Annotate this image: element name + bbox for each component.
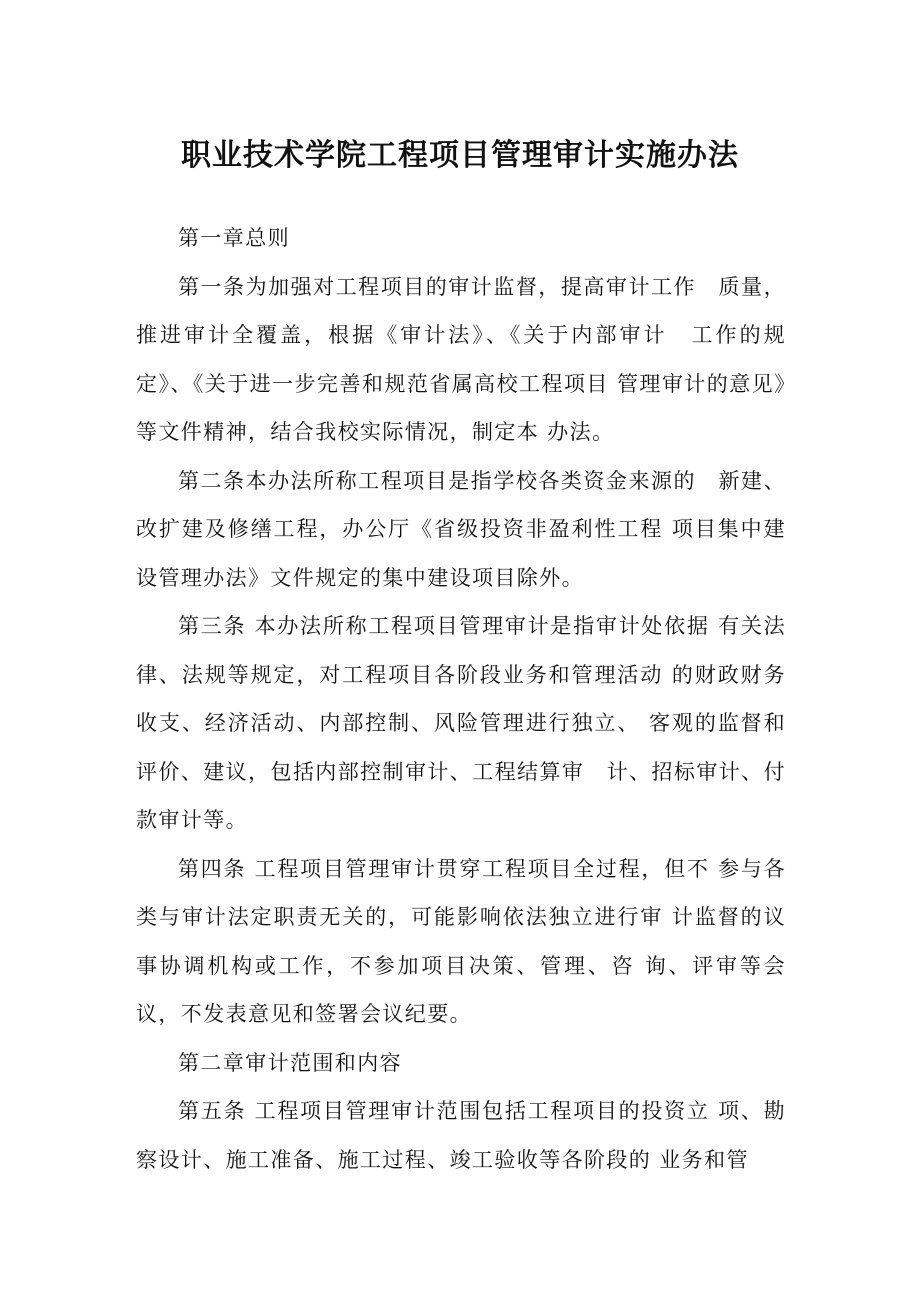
- document-title: 职业技术学院工程项目管理审计实施办法: [181, 138, 739, 173]
- article-5: 第五条 工程项目管理审计范围包括工程项目的投资立 项、勘察设计、施工准备、施工过程、竣工验收等各阶段的 业务和管: [136, 1099, 786, 1172]
- article-2: 第二条本办法所称工程项目是指学校各类资金来源的 新建、改扩建及修缮工程，办公厅《省级投资非盈利性工程 项目集中建设管理办法》文件规定的集中建设项目除外。: [136, 468, 786, 590]
- article-1: 第一条为加强对工程项目的审计监督，提高审计工作 质量，推进审计全覆盖，根据《审计法》、《关于内部审计 工作的规定》、《关于进一步完善和规范省属高校工程项目 管理审计的意见》等文件精神，结合我校实际情况，制定本 办法。: [136, 274, 786, 444]
- chapter-2-heading: 第二章审计范围和内容: [178, 1050, 402, 1075]
- article-4: 第四条 工程项目管理审计贯穿工程项目全过程，但不 参与各类与审计法定职责无关的，可能影响依法独立进行审 计监督的议事协调机构或工作，不参加项目决策、管理、咨 询、评审等会议，不发表意见和签署会议纪要。: [136, 856, 786, 1026]
- document-body: [136, 214, 786, 1184]
- chapter-1-heading: 第一章总则: [178, 226, 290, 250]
- article-3: 第三条 本办法所称工程项目管理审计是指审计处依据 有关法律、法规等规定，对工程项目各阶段业务和管理活动 的财政财务收支、经济活动、内部控制、风险管理进行独立、 客观的监督和评价、建议，包括内部控制审计、工程结算审 计、招标审计、付款审计等。: [136, 614, 786, 832]
